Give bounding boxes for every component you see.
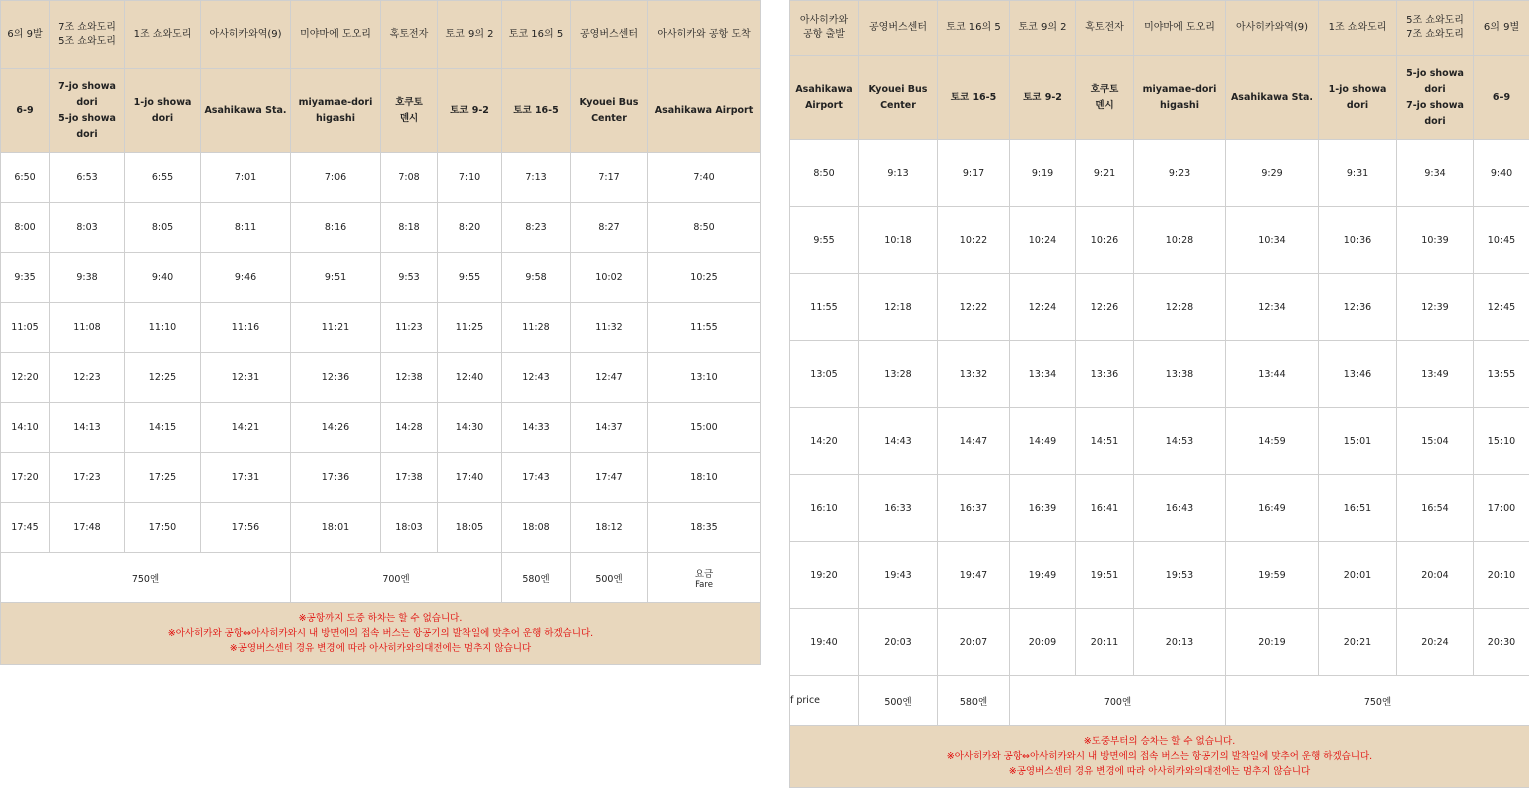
time-cell: 9:31 [1319,140,1397,207]
gap [760,0,789,792]
time-cell: 8:20 [438,203,502,253]
table-row [1,303,761,353]
fare-label [648,553,761,603]
fare-row [790,676,1529,726]
time-cell: 14:26 [291,403,381,453]
time-cell: 14:53 [1134,408,1226,475]
time-cell: 16:51 [1319,475,1397,542]
stop-kr-5: 미야마에 도오리 [1134,1,1226,56]
table-row [1,453,761,503]
time-cell: 16:39 [1010,475,1076,542]
stop-en-5: 호쿠토 덴시 [381,69,438,153]
time-cell: 19:20 [790,542,859,609]
timetable-body [790,140,1529,676]
header-row-korean [1,1,761,69]
table-row [1,203,761,253]
time-cell: 10:28 [1134,207,1226,274]
time-cell: 18:08 [502,503,571,553]
time-cell: 17:56 [201,503,291,553]
timetable-to-airport [0,0,761,665]
note-3: ※공영버스센터 경유 변경에 따라 아사히카와의대전에는 멈추지 않습니다 [229,643,532,654]
time-cell: 13:49 [1397,341,1474,408]
table-row [790,475,1529,542]
fare-label-kr: 요금 [694,568,714,580]
stop-kr-3: 아사히카와역(9) [201,1,291,69]
time-cell: 14:43 [859,408,938,475]
time-cell: 14:20 [790,408,859,475]
time-cell: 19:51 [1076,542,1134,609]
time-cell: 11:55 [790,274,859,341]
time-cell: 15:00 [648,403,761,453]
time-cell: 13:36 [1076,341,1134,408]
time-cell: 20:04 [1397,542,1474,609]
time-cell: 12:28 [1134,274,1226,341]
time-cell: 9:51 [291,253,381,303]
time-cell: 14:47 [938,408,1010,475]
table-row [790,408,1529,475]
fare-500: 500엔 [859,676,938,726]
stop-kr-6: 아사히카와역(9) [1226,1,1319,56]
time-cell: 18:05 [438,503,502,553]
time-cell: 12:40 [438,353,502,403]
time-cell: 9:40 [1474,140,1529,207]
time-cell: 8:11 [201,203,291,253]
time-cell: 13:44 [1226,341,1319,408]
time-cell: 8:05 [125,203,201,253]
time-cell: 7:17 [571,153,648,203]
note-2: ※아사히카와 공항⇔아사히카와시 내 방면에의 접속 버스는 항공기의 발착일에 맞추어 운행 하겠습니다. [167,628,594,639]
time-cell: 14:15 [125,403,201,453]
time-cell: 6:55 [125,153,201,203]
time-cell: 16:43 [1134,475,1226,542]
stop-kr-4: 미야마에 도오리 [291,1,381,69]
stop-kr-8: 5조 쇼와도리 7조 쇼와도리 [1397,1,1474,56]
time-cell: 9:34 [1397,140,1474,207]
time-cell: 11:55 [648,303,761,353]
time-cell: 14:37 [571,403,648,453]
time-cell: 9:21 [1076,140,1134,207]
time-cell: 18:10 [648,453,761,503]
time-cell: 14:33 [502,403,571,453]
time-cell: 9:35 [1,253,50,303]
time-cell: 14:10 [1,403,50,453]
timetable-body [1,153,761,553]
stop-en-8: 5-jo showa dori 7-jo showa dori [1397,56,1474,140]
stop-kr-2: 토코 16의 5 [938,1,1010,56]
time-cell: 12:18 [859,274,938,341]
note-2: ※아사히카와 공항⇔아사히카와시 내 방면에의 접속 버스는 항공기의 발착일에 맞추어 운행 하겠습니다. [946,751,1373,762]
time-cell: 10:39 [1397,207,1474,274]
fare-700: 700엔 [1010,676,1226,726]
stop-kr-1: 공영버스센터 [859,1,938,56]
time-cell: 20:19 [1226,609,1319,676]
table-row [790,609,1529,676]
stop-en-1: 7-jo showa dori 5-jo showa dori [50,69,125,153]
stop-en-2: 1-jo showa dori [125,69,201,153]
time-cell: 8:23 [502,203,571,253]
time-cell: 13:32 [938,341,1010,408]
time-cell: 11:21 [291,303,381,353]
time-cell: 7:40 [648,153,761,203]
stop-en-5: miyamae-dori higashi [1134,56,1226,140]
table-row [1,503,761,553]
time-cell: 20:13 [1134,609,1226,676]
stop-en-4: miyamae-dori higashi [291,69,381,153]
time-cell: 17:50 [125,503,201,553]
time-cell: 12:36 [291,353,381,403]
time-cell: 14:49 [1010,408,1076,475]
time-cell: 12:24 [1010,274,1076,341]
time-cell: 12:47 [571,353,648,403]
time-cell: 8:50 [790,140,859,207]
time-cell: 17:36 [291,453,381,503]
time-cell: 17:23 [50,453,125,503]
time-cell: 9:40 [125,253,201,303]
time-cell: 11:10 [125,303,201,353]
time-cell: 12:43 [502,353,571,403]
time-cell: 13:05 [790,341,859,408]
time-cell: 18:01 [291,503,381,553]
time-cell: 13:10 [648,353,761,403]
time-cell: 13:34 [1010,341,1076,408]
time-cell: 10:24 [1010,207,1076,274]
time-cell: 19:53 [1134,542,1226,609]
time-cell: 14:30 [438,403,502,453]
time-cell: 9:46 [201,253,291,303]
time-cell: 8:03 [50,203,125,253]
time-cell: 10:02 [571,253,648,303]
time-cell: 6:53 [50,153,125,203]
time-cell: 15:10 [1474,408,1529,475]
fare-label-en: Fare [695,579,713,590]
time-cell: 17:20 [1,453,50,503]
time-cell: 16:41 [1076,475,1134,542]
time-cell: 7:01 [201,153,291,203]
fare-row [1,553,761,603]
table-row [790,274,1529,341]
time-cell: 14:51 [1076,408,1134,475]
table-row [790,341,1529,408]
time-cell: 17:47 [571,453,648,503]
stop-en-3: Asahikawa Sta. [201,69,291,153]
notes-cell [1,603,761,665]
stop-en-9: 6-9 [1474,56,1529,140]
time-cell: 11:05 [1,303,50,353]
time-cell: 20:30 [1474,609,1529,676]
stop-kr-2: 1조 쇼와도리 [125,1,201,69]
time-cell: 14:28 [381,403,438,453]
time-cell: 16:49 [1226,475,1319,542]
time-cell: 9:58 [502,253,571,303]
time-cell: 18:03 [381,503,438,553]
time-cell: 16:33 [859,475,938,542]
time-cell: 20:21 [1319,609,1397,676]
time-cell: 16:37 [938,475,1010,542]
fare-700: 700엔 [291,553,502,603]
fare-580: 580엔 [938,676,1010,726]
time-cell: 16:54 [1397,475,1474,542]
time-cell: 11:16 [201,303,291,353]
time-cell: 8:18 [381,203,438,253]
time-cell: 11:08 [50,303,125,353]
time-cell: 8:16 [291,203,381,253]
time-cell: 16:10 [790,475,859,542]
time-cell: 17:38 [381,453,438,503]
stop-en-7: 1-jo showa dori [1319,56,1397,140]
fare-580: 580엔 [502,553,571,603]
header-row-english [1,69,761,153]
time-cell: 10:36 [1319,207,1397,274]
time-cell: 9:38 [50,253,125,303]
time-cell: 9:53 [381,253,438,303]
time-cell: 10:22 [938,207,1010,274]
stop-kr-9: 아사히카와 공항 도착 [648,1,761,69]
time-cell: 9:29 [1226,140,1319,207]
time-cell: 6:50 [1,153,50,203]
fare-750: 750엔 [1,553,291,603]
time-cell: 10:26 [1076,207,1134,274]
notes-row [1,603,761,665]
time-cell: 17:45 [1,503,50,553]
stop-en-4: 호쿠토 덴시 [1076,56,1134,140]
time-cell: 19:43 [859,542,938,609]
time-cell: 14:13 [50,403,125,453]
time-cell: 13:55 [1474,341,1529,408]
time-cell: 20:11 [1076,609,1134,676]
stop-kr-1: 7조 쇼와도리 5조 쇼와도리 [50,1,125,69]
time-cell: 18:12 [571,503,648,553]
time-cell: 12:39 [1397,274,1474,341]
time-cell: 20:09 [1010,609,1076,676]
stop-en-0: 6-9 [1,69,50,153]
stop-kr-7: 1조 쇼와도리 [1319,1,1397,56]
fare-500: 500엔 [571,553,648,603]
time-cell: 20:07 [938,609,1010,676]
stop-en-3: 토코 9-2 [1010,56,1076,140]
note-3: ※공영버스센터 경유 변경에 따라 아사히카와의대전에는 멈추지 않습니다 [1008,766,1311,777]
stop-kr-8: 공영버스센터 [571,1,648,69]
time-cell: 9:17 [938,140,1010,207]
time-cell: 19:49 [1010,542,1076,609]
stop-en-6: Asahikawa Sta. [1226,56,1319,140]
stop-kr-7: 토코 16의 5 [502,1,571,69]
time-cell: 12:26 [1076,274,1134,341]
stop-en-2: 토코 16-5 [938,56,1010,140]
time-cell: 7:13 [502,153,571,203]
note-1: ※공항까지 도중 하차는 할 수 없습니다. [298,613,463,624]
table-row [790,140,1529,207]
table-row [1,403,761,453]
table-row [1,153,761,203]
time-cell: 20:24 [1397,609,1474,676]
table-row [1,253,761,303]
time-cell: 17:40 [438,453,502,503]
time-cell: 12:45 [1474,274,1529,341]
time-cell: 12:31 [201,353,291,403]
time-cell: 8:00 [1,203,50,253]
time-cell: 7:06 [291,153,381,203]
stop-kr-6: 토코 9의 2 [438,1,502,69]
time-cell: 7:08 [381,153,438,203]
time-cell: 20:10 [1474,542,1529,609]
notes-row [790,726,1529,788]
time-cell: 9:55 [790,207,859,274]
time-cell: 12:20 [1,353,50,403]
time-cell: 19:47 [938,542,1010,609]
time-cell: 15:01 [1319,408,1397,475]
time-cell: 10:18 [859,207,938,274]
header-row-korean [790,1,1529,56]
time-cell: 17:00 [1474,475,1529,542]
table-row [1,353,761,403]
table-row [790,207,1529,274]
time-cell: 9:13 [859,140,938,207]
time-cell: 9:55 [438,253,502,303]
stop-en-7: 토코 16-5 [502,69,571,153]
time-cell: 9:19 [1010,140,1076,207]
stop-kr-0: 6의 9발 [1,1,50,69]
stop-kr-9: 6의 9별 [1474,1,1529,56]
time-cell: 12:23 [50,353,125,403]
time-cell: 12:38 [381,353,438,403]
time-cell: 9:23 [1134,140,1226,207]
notes-cell [790,726,1529,788]
timetable-from-airport [789,0,1529,788]
time-cell: 10:45 [1474,207,1529,274]
fare-750: 750엔 [1226,676,1529,726]
time-cell: 10:25 [648,253,761,303]
stop-en-0: Asahikawa Airport [790,56,859,140]
stop-en-1: Kyouei Bus Center [859,56,938,140]
time-cell: 20:03 [859,609,938,676]
fare-label: f price [790,676,859,726]
stop-kr-5: 혹토전자 [381,1,438,69]
time-cell: 11:28 [502,303,571,353]
time-cell: 13:46 [1319,341,1397,408]
time-cell: 12:22 [938,274,1010,341]
time-cell: 8:50 [648,203,761,253]
time-cell: 17:25 [125,453,201,503]
time-cell: 12:25 [125,353,201,403]
time-cell: 10:34 [1226,207,1319,274]
time-cell: 7:10 [438,153,502,203]
stop-kr-0: 아사히카와 공항 출발 [790,1,859,56]
time-cell: 14:21 [201,403,291,453]
time-cell: 17:48 [50,503,125,553]
stop-en-8: Kyouei Bus Center [571,69,648,153]
time-cell: 18:35 [648,503,761,553]
header-row-english [790,56,1529,140]
stop-en-6: 토코 9-2 [438,69,502,153]
time-cell: 19:59 [1226,542,1319,609]
time-cell: 12:36 [1319,274,1397,341]
time-cell: 13:28 [859,341,938,408]
stop-kr-3: 토코 9의 2 [1010,1,1076,56]
time-cell: 19:40 [790,609,859,676]
stop-kr-4: 혹토전자 [1076,1,1134,56]
time-cell: 11:23 [381,303,438,353]
time-cell: 15:04 [1397,408,1474,475]
time-cell: 8:27 [571,203,648,253]
note-1: ※도중부터의 승차는 할 수 없습니다. [1083,736,1236,747]
time-cell: 11:32 [571,303,648,353]
time-cell: 13:38 [1134,341,1226,408]
time-cell: 14:59 [1226,408,1319,475]
table-row [790,542,1529,609]
stop-en-9: Asahikawa Airport [648,69,761,153]
time-cell: 12:34 [1226,274,1319,341]
time-cell: 17:31 [201,453,291,503]
time-cell: 17:43 [502,453,571,503]
time-cell: 11:25 [438,303,502,353]
time-cell: 20:01 [1319,542,1397,609]
